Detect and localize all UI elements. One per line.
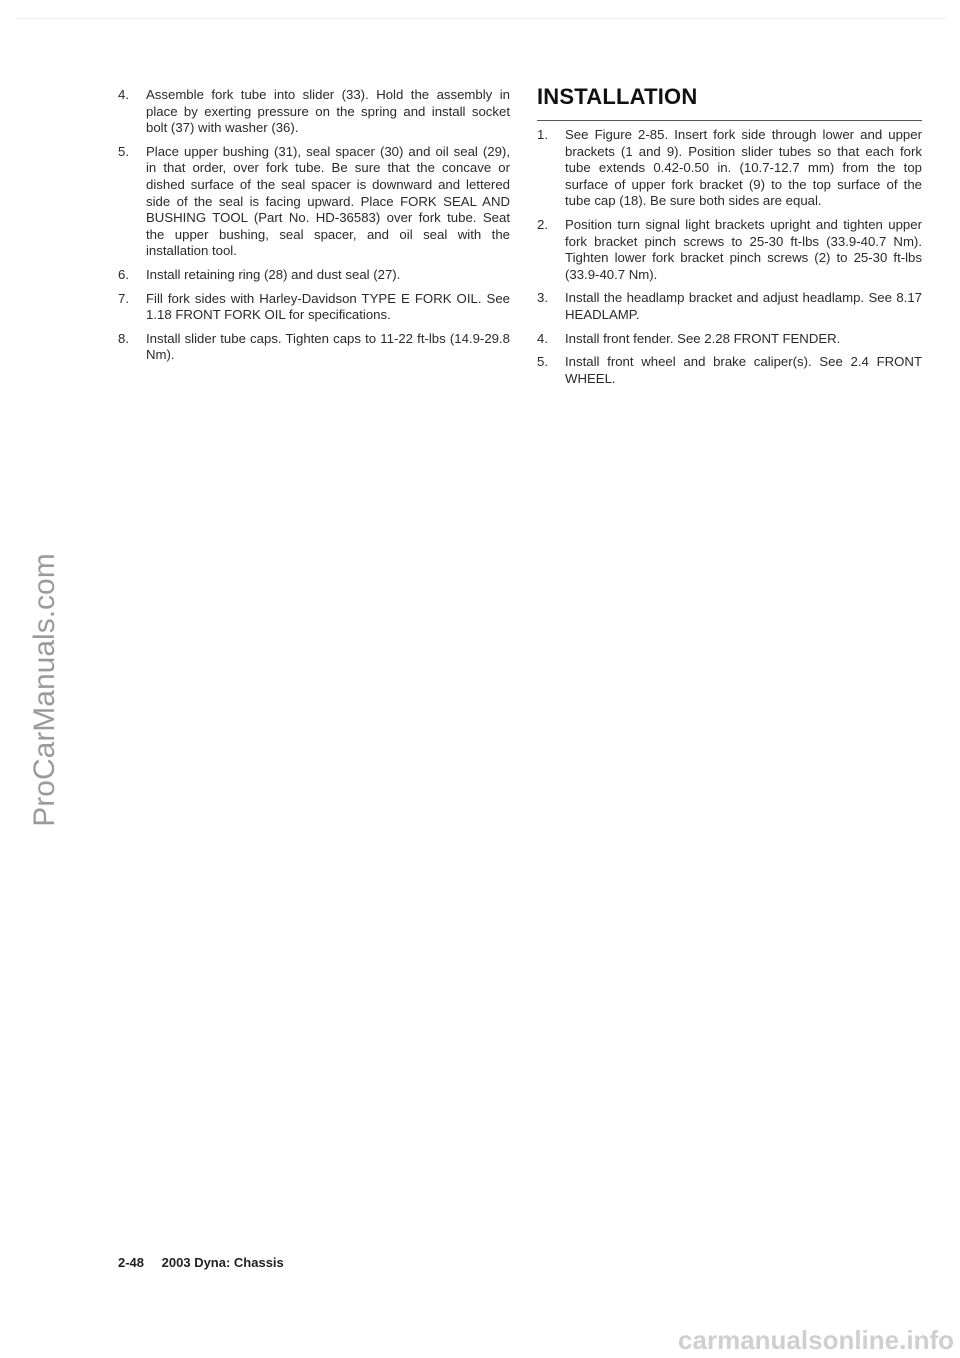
step-number: 3. xyxy=(537,290,548,306)
step-text: See Figure 2-85. Insert fork side through lower and upper brackets (1 and 9). Position slider tubes so that each fork tube extends 0.42-0.50 in. (10.7-12.7 mm) from the top surface of upper fork bracket (9) to the top surface of the tube cap (18). Be sure both sides are equal. xyxy=(565,127,922,209)
step-number: 7. xyxy=(118,290,129,306)
left-column xyxy=(118,87,510,371)
step-text: Place upper bushing (31), seal spacer (30) and oil seal (29), in that order, over fork tube. Be sure that the concave or dished surface of the seal spacer is downward and lettered side of the seal is facing upward. Place FORK SEAL AND BUSHING TOOL (Part No. HD-36583) over fork tube. Seat the upper bushing, seal spacer, and oil seal with the installation tool. xyxy=(146,143,510,259)
step-text: Install the headlamp bracket and adjust headlamp. See 8.17 HEADLAMP. xyxy=(565,290,922,322)
step-text: Install slider tube caps. Tighten caps to 11-22 ft-lbs (14.9-29.8 Nm). xyxy=(146,330,510,363)
page-top-rule xyxy=(18,18,946,19)
step-item xyxy=(537,331,922,348)
step-number: 4. xyxy=(537,330,548,346)
step-text: Install retaining ring (28) and dust seal (27). xyxy=(146,266,401,282)
step-item xyxy=(118,291,510,324)
installation-steps xyxy=(537,127,922,387)
side-watermark: ProCarManuals.com xyxy=(28,553,61,827)
step-number: 2. xyxy=(537,216,548,232)
step-number: 6. xyxy=(118,266,129,282)
step-text: Install front fender. See 2.28 FRONT FENDER. xyxy=(565,330,841,346)
step-text: Position turn signal light brackets upright and tighten upper fork bracket pinch screws to 25-30 ft-lbs (33.9-40.7 Nm). Tighten lower fork bracket pinch screws (2) to 25-30 ft-lbs (33.9-40.7 Nm). xyxy=(565,216,922,282)
page-footer xyxy=(118,1255,284,1270)
step-item xyxy=(118,331,510,364)
step-text: Assemble fork tube into slider (33). Hold the assembly in place by exerting pressure on the spring and install socket bolt (37) with washer (36). xyxy=(146,87,510,136)
step-number: 8. xyxy=(118,330,129,346)
page-number: 2-48 xyxy=(118,1255,145,1270)
assembly-steps xyxy=(118,87,510,364)
footer-title: 2003 Dyna: Chassis xyxy=(161,1255,284,1270)
step-item xyxy=(118,267,510,284)
step-number: 5. xyxy=(537,354,548,370)
right-column xyxy=(537,127,922,394)
step-text: Fill fork sides with Harley-Davidson TYPE E FORK OIL. See 1.18 FRONT FORK OIL for specifications. xyxy=(146,290,510,323)
step-item xyxy=(537,127,922,210)
step-item xyxy=(118,87,510,137)
step-item xyxy=(537,217,922,283)
step-text: Install front wheel and brake caliper(s). See 2.4 FRONT WHEEL. xyxy=(565,354,922,386)
step-number: 4. xyxy=(118,87,129,102)
bottom-watermark: carmanualsonline.info xyxy=(678,1325,954,1355)
step-number: 5. xyxy=(118,143,129,159)
step-item xyxy=(537,290,922,323)
step-item xyxy=(118,144,510,260)
heading-rule xyxy=(537,120,922,121)
step-item xyxy=(537,354,922,387)
step-number: 1. xyxy=(537,127,548,142)
section-heading: INSTALLATION xyxy=(537,84,698,109)
